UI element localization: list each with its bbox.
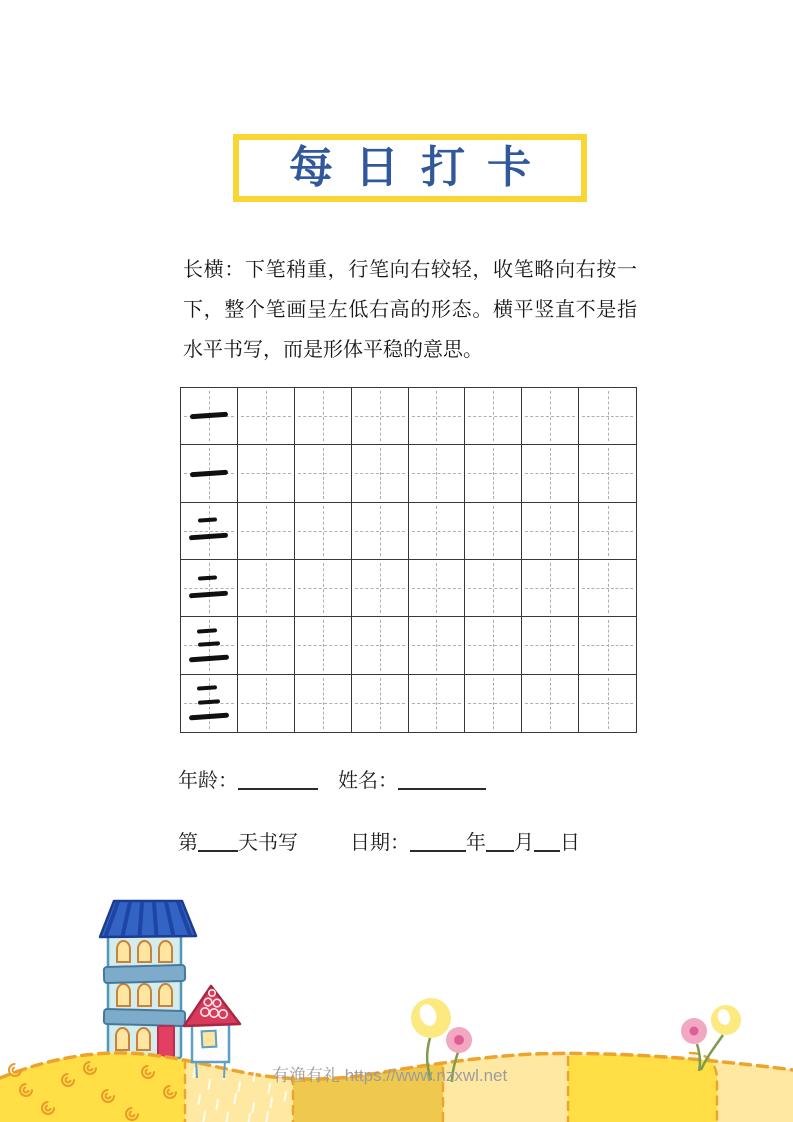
practice-cell [465,560,522,617]
brush-stroke [190,412,228,420]
practice-cell [238,445,295,502]
practice-cell [352,675,409,732]
practice-cell [409,560,466,617]
practice-cell [522,617,579,674]
brush-stroke [189,533,228,541]
brush-stroke [198,641,221,647]
practice-cell [579,617,636,674]
floor-band [104,965,185,983]
practice-cell [295,560,352,617]
info-row-age-name [178,764,486,793]
practice-cell [295,445,352,502]
name-label: 姓名： [338,770,398,792]
practice-cell [409,445,466,502]
practice-cell [522,560,579,617]
model-character-cell [181,503,238,560]
brush-stroke [189,590,228,598]
practice-cell [409,617,466,674]
month-unit-label: 月 [514,832,534,854]
practice-cell [409,503,466,560]
practice-cell [238,617,295,674]
watermark-text: 有渔有礼 https://www.nzxwl.net [272,1066,508,1085]
practice-cell [295,503,352,560]
page-title: 每日打卡 [289,142,553,193]
model-character-cell [181,560,238,617]
practice-cell [522,675,579,732]
practice-cell [579,560,636,617]
title-banner [233,134,587,202]
small-house-roof [184,986,240,1026]
model-character-cell [181,388,238,445]
practice-cell [579,445,636,502]
day-prefix-label: 第 [178,832,198,854]
brush-stroke [189,712,229,720]
practice-cell [465,445,522,502]
date-day-blank [534,850,560,852]
practice-cell [465,388,522,445]
day-suffix-label: 天书写 [238,832,298,854]
practice-cell [522,388,579,445]
model-character-cell [181,445,238,502]
practice-cell [238,388,295,445]
model-character-cell [181,675,238,732]
practice-cell [352,445,409,502]
month-blank [486,850,514,852]
practice-cell [579,503,636,560]
small-house-window [202,1031,217,1048]
date-label: 日期： [350,832,410,854]
name-blank [398,788,486,790]
practice-cell [295,617,352,674]
day-count-blank [198,850,238,852]
day-unit-label: 日 [560,832,580,854]
big-house-door [158,1026,174,1057]
practice-cell [409,675,466,732]
brush-stroke [190,469,228,477]
brush-stroke [198,699,221,705]
practice-cell [579,388,636,445]
big-house [100,901,196,1058]
practice-cell [352,560,409,617]
practice-cell [295,388,352,445]
age-blank [238,788,318,790]
practice-grid [180,387,637,733]
practice-cell [295,675,352,732]
practice-cell [352,503,409,560]
practice-cell [238,503,295,560]
brush-stroke [198,518,217,523]
practice-cell [409,388,466,445]
practice-cell [352,388,409,445]
age-label: 年龄： [178,770,238,792]
practice-cell [522,445,579,502]
instruction-text: 长横：下笔稍重，行笔向右较轻，收笔略向右按一下，整个笔画呈左低右高的形态。横平竖直不是指水平书写，而是形体平稳的意思。 [183,259,637,361]
practice-cell [238,560,295,617]
brush-stroke [189,654,229,662]
practice-cell [238,675,295,732]
brush-stroke [197,628,217,633]
model-character-cell [181,617,238,674]
brush-stroke [198,575,217,580]
year-unit-label: 年 [466,832,486,854]
practice-cell [579,675,636,732]
practice-cell [522,503,579,560]
brush-stroke [197,685,217,690]
practice-cell [465,675,522,732]
floor-band [104,1009,185,1026]
practice-cell [352,617,409,674]
practice-cell [465,503,522,560]
year-blank [410,850,466,852]
info-row-day-date [178,826,580,855]
practice-cell [465,617,522,674]
